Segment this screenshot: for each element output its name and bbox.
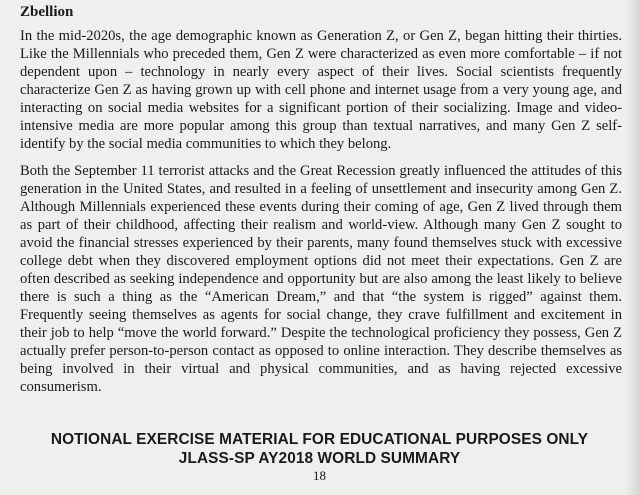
- page-footer: [0, 430, 639, 484]
- paragraph-1: In the mid-2020s, the age demographic known as Generation Z, or Gen Z, began hitting their thirties. Like the Millennials who preceded them, Gen Z were characterized as even more comfortable – if not dependent upon – technology in nearly every aspect of their lives. Social scientists frequently characterize Gen Z as having grown up with cell phone and internet usage from a very young age, and interacting on social media websites for a significant portion of their socializing. Image and video-intensive media are more popular among this group than textual narratives, and many Gen Z self-identify by the social media communities to which they belong.: [20, 28, 622, 152]
- paragraph-2: Both the September 11 terrorist attacks and the Great Recession greatly influenced the attitudes of this generation in the United States, and resulted in a feeling of unsettlement and insecurity among Gen Z. Although Millennials experienced these events during their coming of age, Gen Z lived through them as part of their childhood, affecting their realism and world-view. Although many Gen Z sought to avoid the financial stresses experienced by their parents, many found themselves stuck with excessive college debt when they discovered employment options did not meet their expectations. Gen Z are often described as seeking independence and opportunity but are also among the least likely to believe there is such a thing as the “American Dream,” and that “the system is rigged” against them. Frequently seeing themselves as agents for social change, they crave fulfillment and excitement in their job to help “move the world forward.” Despite the technological proficiency they possess, Gen Z actually prefer person-to-person contact as opposed to online interaction. They describe themselves as being involved in their virtual and physical communities, and as having rejected excessive consumerism.: [20, 163, 622, 395]
- document-body: [20, 3, 622, 405]
- footer-document-title: JLASS-SP AY2018 WORLD SUMMARY: [178, 450, 461, 467]
- footer-disclaimer: NOTIONAL EXERCISE MATERIAL FOR EDUCATIONAL PURPOSES ONLY: [50, 431, 589, 448]
- section-title: Zbellion: [20, 4, 74, 20]
- page-number: 18: [313, 468, 326, 483]
